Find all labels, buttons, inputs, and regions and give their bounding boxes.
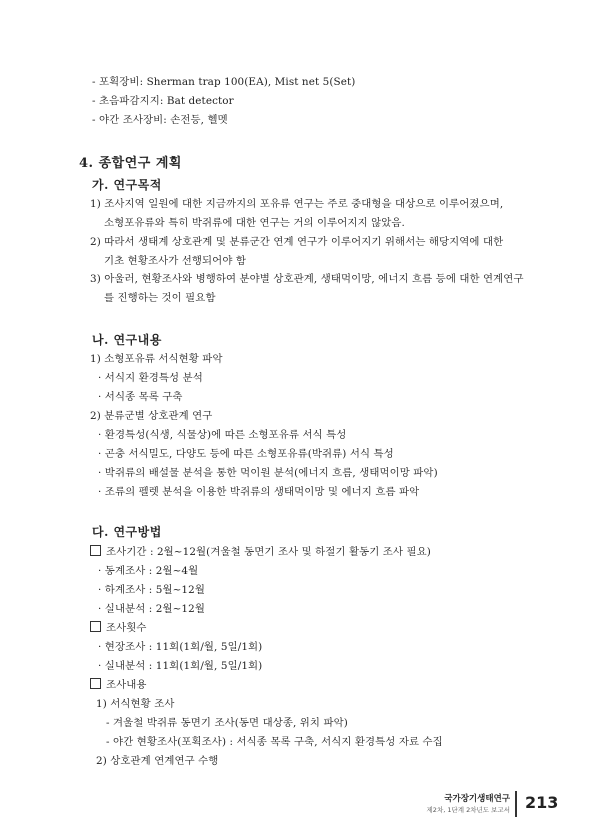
checkbox-line: 조사기간 : 2월~12월(겨울철 동면기 조사 및 하절기 활동기 조사 필요) [90,545,431,559]
body-line: 1) 소형포유류 서식현황 파악 [90,353,223,365]
body-line: - 겨울철 박쥐류 동면기 조사(동면 대상종, 위치 파악) [106,717,348,729]
body-line: 3) 아울러, 현황조사와 병행하여 분야별 상호관계, 생태먹이망, 에너지 흐름 등에 대한 연계연구 [90,273,524,285]
section-heading: 4. 종합연구 계획 [79,156,182,171]
body-line: · 동계조사 : 2월~4월 [98,565,199,577]
body-line: · 실내분석 : 11회(1회/월, 5일/1회) [98,660,263,672]
page-number: 213 [525,793,559,812]
body-line: 1) 서식현황 조사 [96,698,175,710]
body-line: · 곤충 서식밀도, 다양도 등에 따른 소형포유류(박쥐류) 서식 특성 [98,448,394,460]
equipment-line: - 포획장비: Sherman trap 100(EA), Mist net 5(Set) [92,76,356,88]
body-line: - 야간 현황조사(포획조사) : 서식종 목록 구축, 서식지 환경특성 자료 수집 [106,736,443,748]
body-line: · 박쥐류의 배설물 분석을 통한 먹이원 분석(에너지 흐름, 생태먹이망 파악) [98,467,438,479]
body-line: · 실내분석 : 2월~12월 [98,603,205,615]
body-line: 1) 조사지역 일원에 대한 지금까지의 포유류 연구는 주로 중대형을 대상으로 이루어졌으며, [90,198,504,210]
body-line: · 하계조사 : 5월~12월 [98,584,205,596]
footer-subtitle: 제2차, 1단계 2차년도 보고서 [426,806,510,814]
body-line: 기초 현황조사가 선행되어야 함 [104,255,246,267]
body-line: · 조류의 펠렛 분석을 이용한 박쥐류의 생태먹이망 및 에너지 흐름 파악 [98,486,420,498]
checkbox-line: 조사내용 [90,678,147,692]
body-line: 2) 분류군별 상호관계 연구 [90,410,213,422]
body-line: 를 진행하는 것이 필요함 [104,292,216,304]
body-line: · 서식종 목록 구축 [98,391,183,403]
checkbox-line: 조사횟수 [90,621,147,635]
checkbox-icon [90,545,101,556]
equipment-line: - 초음파감지지: Bat detector [92,95,234,107]
body-line: · 환경특성(식생, 식물상)에 따른 소형포유류 서식 특성 [98,429,347,441]
checkbox-icon [90,678,101,689]
subsection-heading: 다. 연구방법 [92,525,162,539]
subsection-heading: 나. 연구내용 [92,333,162,347]
checkbox-icon [90,621,101,632]
equipment-line: - 야간 조사장비: 손전등, 헬멧 [92,114,228,126]
body-line: · 서식지 환경특성 분석 [98,372,203,384]
body-line: 2) 상호관계 연계연구 수행 [96,755,219,767]
body-line: · 현장조사 : 11회(1회/월, 5일/1회) [98,641,263,653]
body-line: 2) 따라서 생태계 상호관계 및 분류군간 연계 연구가 이루어지기 위해서는 해당지역에 대한 [90,236,504,248]
body-line: 소형포유류와 특히 박쥐류에 대한 연구는 거의 이루어지지 않았음. [104,217,405,229]
footer-title: 국가장기생태연구 [444,794,510,804]
footer-divider [515,791,517,817]
subsection-heading: 가. 연구목적 [92,178,162,192]
